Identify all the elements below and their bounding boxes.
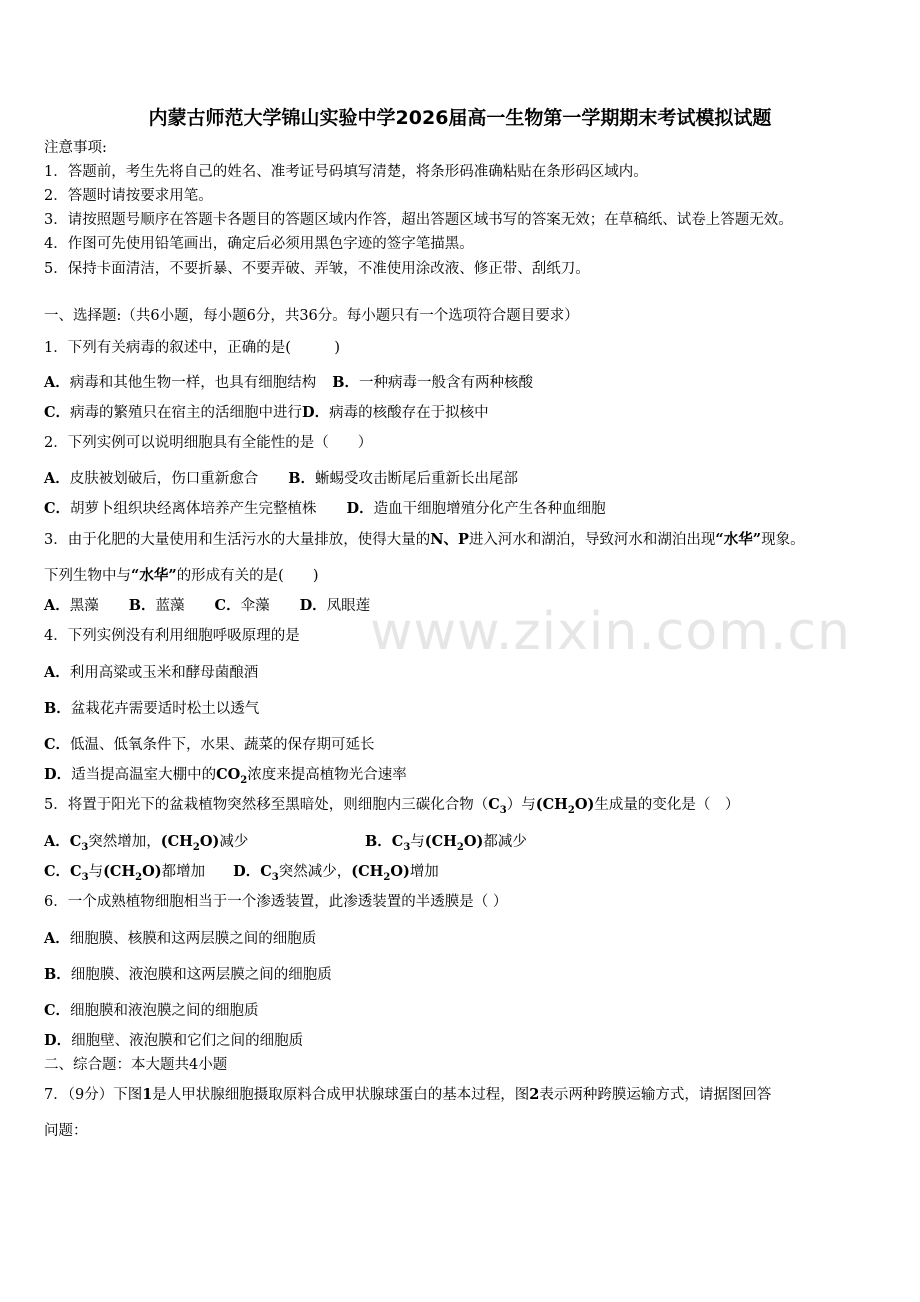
question-5-option-c: 与 (88, 864, 104, 880)
question-3-stem-text: 现象。 (761, 532, 805, 548)
option-label: D． (299, 597, 327, 614)
question-6-option-a: 细胞膜、核膜和这两层膜之间的细胞质 (69, 931, 317, 947)
question-2-stem: 2．下列实例可以说明细胞具有全能性的是（ ） (44, 435, 373, 451)
question-5-options-ab (44, 832, 527, 852)
formula-co2: $CO_2$ (216, 766, 248, 786)
option-label: C． (214, 597, 241, 614)
option-label: D． (44, 766, 72, 783)
option-label: B． (44, 966, 71, 983)
question-1-option-b: 一种病毒一般含有两种核酸 (359, 375, 534, 391)
option-label: D． (302, 404, 330, 421)
question-3-option-b: 蓝藻 (155, 598, 185, 614)
watermark-text: www.zixin.com.cn (370, 602, 851, 662)
question-5-option-b: 都减少 (483, 834, 527, 850)
question-6-option-d: 细胞壁、液泡膜和它们之间的细胞质 (71, 1033, 304, 1049)
question-3-stem-text: 进入河水和湖泊，导致河水和湖泊出现 (468, 532, 716, 548)
question-6-option-b: 细胞膜、液泡膜和这两层膜之间的细胞质 (70, 967, 332, 983)
question-7-stem-text: 7．（9分）下图 (44, 1087, 143, 1103)
option-label: A． (44, 374, 70, 391)
question-6-option-c-row (44, 1001, 259, 1021)
option-label: A． (44, 664, 70, 681)
question-2-option-c: 胡萝卜组织块经离体培养产生完整植株 (70, 501, 317, 517)
question-3-elements: N、P (430, 531, 469, 548)
formula-ch2o: $(CH_2O)$ (160, 833, 220, 853)
question-4-stem: 4．下列实例没有利用细胞呼吸原理的是 (44, 628, 300, 644)
question-5-option-a: 减少 (219, 834, 249, 850)
option-label: A． (44, 930, 70, 947)
question-4-option-b: 盆栽花卉需要适时松土以透气 (70, 701, 260, 717)
question-6-stem: 6．一个成熟植物细胞相当于一个渗透装置，此渗透装置的半透膜是（ ） (44, 894, 508, 910)
question-7-stem (44, 1085, 771, 1105)
notice-item-4: 4．作图可先使用铅笔画出，确定后必须用黑色字迹的签字笔描黑。 (44, 236, 474, 252)
question-5-stem-text: 5．将置于阳光下的盆栽植物突然移至黑暗处，则细胞内三碳化合物（ (44, 797, 489, 813)
question-4-option-d-row (44, 765, 407, 785)
question-3-stem-text: 的形成有关的是( ) (176, 568, 319, 584)
option-label: C． (44, 863, 71, 880)
option-label: A． (44, 833, 70, 850)
question-3-option-c: 伞藻 (240, 598, 270, 614)
option-label: B． (44, 700, 71, 717)
question-2-options-ab (44, 469, 518, 489)
option-label: C． (44, 500, 71, 517)
question-3-term: “水华” (715, 531, 762, 548)
formula-c3: $C_3$ (70, 863, 89, 883)
question-5-option-b: 与 (410, 834, 425, 850)
question-2-options-cd (44, 499, 606, 519)
question-4-option-b-row (44, 699, 259, 719)
formula-ch2o: $(CH_2O)$ (351, 863, 410, 883)
question-5-stem-text: 生成量的变化是（ ） (594, 797, 740, 813)
option-label: C． (44, 1002, 71, 1019)
question-7-stem-text: 表示两种跨膜运输方式，请据图回答 (539, 1087, 772, 1103)
exam-title: 内蒙古师范大学锦山实验中学2026届高一生物第一学期期末考试模拟试题 (148, 107, 772, 129)
notice-item-2: 2．答题时请按要求用笔。 (44, 188, 213, 204)
question-1-option-a: 病毒和其他生物一样，也具有细胞结构 (69, 375, 317, 391)
figure-number: 2 (529, 1086, 540, 1103)
notice-item-5: 5．保持卡面清洁，不要折暴、不要弄破、弄皱，不准使用涂改液、修正带、刮纸刀。 (44, 261, 590, 277)
question-3-stem-2 (44, 566, 319, 586)
question-6-option-c: 细胞膜和液泡膜之间的细胞质 (70, 1003, 259, 1019)
question-2-option-b: 蜥蜴受攻击断尾后重新长出尾部 (315, 471, 519, 487)
question-5-option-d: 突然减少， (278, 864, 352, 880)
formula-c3: $C_3$ (69, 833, 89, 853)
question-1-options-ab (44, 373, 533, 393)
question-7-stem-text: 是人甲状腺细胞摄取原料合成甲状腺球蛋白的基本过程，图 (152, 1087, 530, 1103)
figure-number: 1 (142, 1086, 153, 1103)
question-3-options (44, 596, 370, 616)
option-label: A． (44, 470, 70, 487)
option-label: C． (44, 404, 71, 421)
option-label: D． (346, 500, 374, 517)
notice-heading: 注意事项: (44, 140, 107, 156)
question-3-option-a: 黑藻 (69, 598, 99, 614)
question-1-options-cd (44, 403, 489, 423)
question-4-option-d: 适当提高温室大棚中的 (71, 767, 217, 783)
formula-ch2o: $(CH_2O)$ (103, 863, 162, 883)
question-5-options-cd (44, 862, 439, 882)
question-5-option-c: 都增加 (161, 864, 206, 880)
option-label: B． (332, 374, 360, 391)
question-4-option-a: 利用高粱或玉米和酵母菌酿酒 (69, 665, 259, 681)
question-1-option-d: 病毒的核酸存在于拟核中 (329, 405, 489, 421)
question-5-stem (44, 795, 739, 815)
question-7-stem-2: 问题： (44, 1123, 88, 1139)
section-comprehensive-heading: 二、综合题：本大题共4小题 (44, 1057, 228, 1073)
option-label: B． (288, 470, 316, 487)
formula-ch2o: $(CH_2O)$ (424, 833, 484, 853)
question-1-option-c: 病毒的繁殖只在宿主的活细胞中进行 (70, 405, 303, 421)
option-label: C． (44, 736, 71, 753)
option-label: D． (44, 1032, 72, 1049)
notice-item-3: 3．请按照题号顺序在答题卡各题目的答题区域内作答，超出答题区域书写的答案无效；在草稿纸、试卷上答题无效。 (44, 212, 793, 228)
question-6-option-d-row (44, 1031, 303, 1051)
formula-ch2o: $(CH_2O)$ (535, 796, 595, 816)
question-3-stem-text: 3．由于化肥的大量使用和生活污水的大量排放，使得大量的 (44, 532, 431, 548)
formula-c3: $C_3$ (391, 833, 411, 853)
section-choice-heading: 一、选择题:（共6小题，每小题6分，共36分。每小题只有一个选项符合题目要求） (44, 308, 579, 324)
option-label: B． (365, 833, 392, 850)
question-4-option-a-row (44, 663, 258, 683)
question-2-option-d: 造血干细胞增殖分化产生各种血细胞 (373, 501, 606, 517)
question-5-option-d: 增加 (409, 864, 439, 880)
question-3-stem-text: 下列生物中与 (44, 568, 131, 584)
question-6-option-a-row (44, 929, 316, 949)
option-label: D． (233, 863, 261, 880)
question-5-option-a: 突然增加， (88, 834, 161, 850)
question-3-term: “水华” (131, 567, 177, 584)
notice-item-1: 1．答题前，考生先将自己的姓名、准考证号码填写清楚，将条形码准确粘贴在条形码区域内。 (44, 164, 648, 180)
formula-c3: $C_3$ (260, 863, 279, 883)
question-2-option-a: 皮肤被划破后，伤口重新愈合 (69, 471, 259, 487)
question-3-stem (44, 530, 805, 550)
question-4-option-c: 低温、低氧条件下，水果、蔬菜的保存期可延长 (70, 737, 375, 753)
question-1-stem: 1．下列有关病毒的叙述中，正确的是( ) (44, 340, 341, 356)
option-label: A． (44, 597, 70, 614)
question-3-option-d: 凤眼莲 (326, 598, 371, 614)
question-5-stem-text: ）与 (506, 797, 536, 813)
option-label: B． (128, 597, 156, 614)
question-6-option-b-row (44, 965, 332, 985)
question-4-option-d: 浓度来提高植物光合速率 (247, 767, 407, 783)
question-4-option-c-row (44, 735, 375, 755)
formula-c3: $C_3$ (488, 796, 507, 816)
